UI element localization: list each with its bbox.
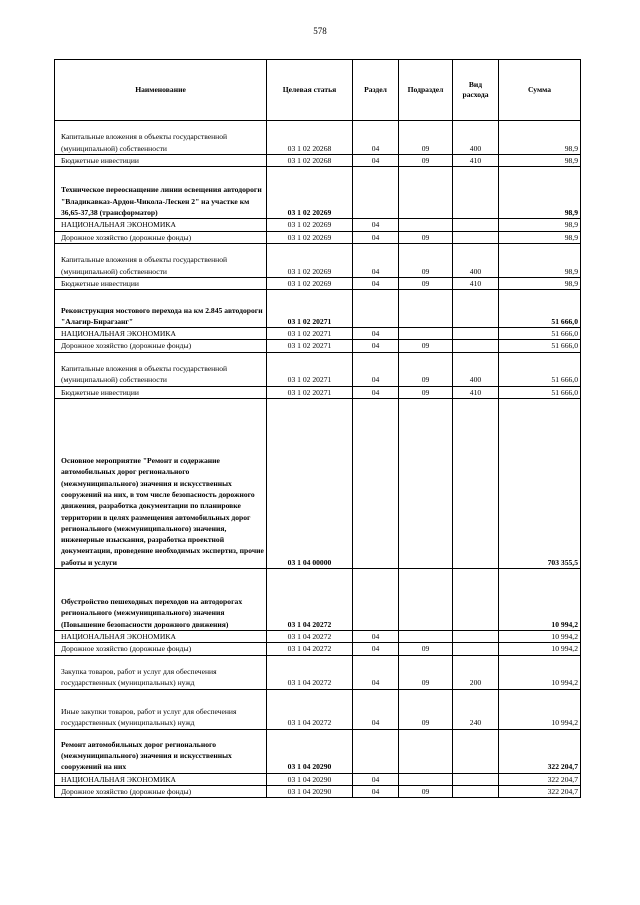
cell-section	[353, 729, 399, 773]
cell-sum: 98,9	[499, 243, 581, 277]
cell-section	[353, 167, 399, 219]
cell-target: 03 1 02 20271	[267, 328, 353, 340]
cell-sum: 322 204,7	[499, 785, 581, 797]
cell-kind	[453, 569, 499, 631]
cell-name: Капитальные вложения в объекты государственной (муниципальной) собственности	[55, 121, 267, 155]
cell-section: 04	[353, 121, 399, 155]
cell-kind	[453, 328, 499, 340]
cell-subsection: 09	[399, 155, 453, 167]
cell-name: НАЦИОНАЛЬНАЯ ЭКОНОМИКА	[55, 631, 267, 643]
cell-kind	[453, 167, 499, 219]
cell-sum: 10 994,2	[499, 689, 581, 729]
cell-kind	[453, 773, 499, 785]
table-row	[55, 167, 581, 219]
cell-subsection: 09	[399, 231, 453, 243]
cell-sum: 51 666,0	[499, 352, 581, 386]
cell-section: 04	[353, 643, 399, 655]
cell-kind	[453, 399, 499, 569]
cell-kind	[453, 631, 499, 643]
cell-name: Бюджетные инвестиции	[55, 277, 267, 289]
cell-kind	[453, 729, 499, 773]
cell-sum: 10 994,2	[499, 643, 581, 655]
table-row	[55, 155, 581, 167]
cell-section: 04	[353, 785, 399, 797]
cell-kind: 240	[453, 689, 499, 729]
cell-kind: 410	[453, 386, 499, 398]
cell-section: 04	[353, 655, 399, 689]
cell-kind: 400	[453, 352, 499, 386]
cell-section	[353, 399, 399, 569]
cell-name: Обустройство пешеходных переходов на автодорогах регионального (межмуниципального) значения (Повышение безопасности дорожного движения)	[55, 569, 267, 631]
cell-section: 04	[353, 277, 399, 289]
cell-subsection: 09	[399, 121, 453, 155]
cell-sum: 51 666,0	[499, 290, 581, 328]
cell-name: Дорожное хозяйство (дорожные фонды)	[55, 643, 267, 655]
cell-sum: 10 994,2	[499, 655, 581, 689]
budget-table	[54, 59, 581, 798]
cell-section	[353, 569, 399, 631]
cell-name: Иные закупки товаров, работ и услуг для обеспечения государственных (муниципальных) нужд	[55, 689, 267, 729]
cell-target: 03 1 04 20290	[267, 729, 353, 773]
cell-section: 04	[353, 328, 399, 340]
cell-subsection: 09	[399, 386, 453, 398]
table-row	[55, 328, 581, 340]
cell-sum: 10 994,2	[499, 569, 581, 631]
cell-target: 03 1 04 20272	[267, 655, 353, 689]
cell-subsection: 09	[399, 277, 453, 289]
cell-subsection: 09	[399, 689, 453, 729]
cell-kind: 410	[453, 277, 499, 289]
table-row	[55, 386, 581, 398]
table-row	[55, 121, 581, 155]
table-row	[55, 277, 581, 289]
cell-name: Ремонт автомобильных дорог регионального (межмуниципального) значения и искусственных сооружений на них	[55, 729, 267, 773]
cell-kind: 410	[453, 155, 499, 167]
cell-subsection: 09	[399, 655, 453, 689]
cell-section: 04	[353, 340, 399, 352]
cell-sum: 98,9	[499, 155, 581, 167]
table-body	[55, 121, 581, 798]
table-row	[55, 231, 581, 243]
cell-target: 03 1 02 20269	[267, 219, 353, 231]
header-subsection: Подраздел	[399, 60, 453, 121]
cell-target: 03 1 02 20269	[267, 167, 353, 219]
table-row	[55, 631, 581, 643]
cell-target: 03 1 04 20272	[267, 569, 353, 631]
page-number: 578	[313, 26, 327, 36]
header-name: Наименование	[55, 60, 267, 121]
header-kind: Вид расхода	[453, 60, 499, 121]
cell-sum: 98,9	[499, 219, 581, 231]
cell-sum: 322 204,7	[499, 773, 581, 785]
cell-sum: 322 204,7	[499, 729, 581, 773]
cell-name: Дорожное хозяйство (дорожные фонды)	[55, 785, 267, 797]
table-row	[55, 785, 581, 797]
cell-subsection	[399, 290, 453, 328]
cell-subsection	[399, 328, 453, 340]
cell-name: Основное мероприятие "Ремонт и содержание автомобильных дорог регионального (межмуниципального) значения и искусственных сооружений на них, в том числе безопасность дорожного движения, разработка документации по планировке территории в целях размещения автомобильных дорог регионального (межмуниципального) значения, инженерные изыскания, разработка проектной документации, проведение необходимых экспертиз, прочие работы и услуги	[55, 399, 267, 569]
cell-sum: 51 666,0	[499, 328, 581, 340]
header-target: Целевая статья	[267, 60, 353, 121]
cell-name: Дорожное хозяйство (дорожные фонды)	[55, 231, 267, 243]
cell-subsection: 09	[399, 643, 453, 655]
cell-target: 03 1 02 20268	[267, 155, 353, 167]
cell-target: 03 1 04 20272	[267, 689, 353, 729]
cell-subsection	[399, 167, 453, 219]
cell-sum: 51 666,0	[499, 386, 581, 398]
cell-subsection: 09	[399, 340, 453, 352]
table-row	[55, 399, 581, 569]
cell-target: 03 1 02 20271	[267, 386, 353, 398]
cell-name: Бюджетные инвестиции	[55, 155, 267, 167]
table-row	[55, 352, 581, 386]
cell-target: 03 1 02 20271	[267, 352, 353, 386]
cell-section: 04	[353, 689, 399, 729]
cell-section: 04	[353, 386, 399, 398]
cell-kind: 200	[453, 655, 499, 689]
cell-target: 03 1 02 20269	[267, 277, 353, 289]
cell-target: 03 1 02 20271	[267, 340, 353, 352]
cell-section: 04	[353, 243, 399, 277]
table-row	[55, 569, 581, 631]
cell-subsection	[399, 773, 453, 785]
cell-sum: 98,9	[499, 167, 581, 219]
cell-section: 04	[353, 352, 399, 386]
cell-section: 04	[353, 219, 399, 231]
cell-subsection	[399, 399, 453, 569]
cell-sum: 51 666,0	[499, 340, 581, 352]
cell-section: 04	[353, 231, 399, 243]
cell-sum: 10 994,2	[499, 631, 581, 643]
cell-kind	[453, 643, 499, 655]
cell-target: 03 1 02 20271	[267, 290, 353, 328]
cell-name: Бюджетные инвестиции	[55, 386, 267, 398]
cell-sum: 98,9	[499, 121, 581, 155]
cell-kind	[453, 785, 499, 797]
header-sum: Сумма	[499, 60, 581, 121]
cell-subsection: 09	[399, 243, 453, 277]
table-row	[55, 219, 581, 231]
cell-name: Капитальные вложения в объекты государственной (муниципальной) собственности	[55, 243, 267, 277]
cell-name: Закупка товаров, работ и услуг для обеспечения государственных (муниципальных) нужд	[55, 655, 267, 689]
table-row	[55, 773, 581, 785]
table-row	[55, 729, 581, 773]
cell-name: Техническое переоснащение линии освещения автодороги "Владикавказ-Ардон-Чикола-Лескен 2" на участке км 36,65-37,38 (трансформатор)	[55, 167, 267, 219]
cell-subsection	[399, 631, 453, 643]
cell-kind: 400	[453, 243, 499, 277]
cell-section: 04	[353, 155, 399, 167]
cell-name: НАЦИОНАЛЬНАЯ ЭКОНОМИКА	[55, 773, 267, 785]
header-section: Раздел	[353, 60, 399, 121]
cell-target: 03 1 04 20290	[267, 785, 353, 797]
cell-sum: 703 355,5	[499, 399, 581, 569]
cell-kind	[453, 231, 499, 243]
cell-kind	[453, 290, 499, 328]
cell-target: 03 1 02 20268	[267, 121, 353, 155]
cell-sum: 98,9	[499, 231, 581, 243]
cell-name: НАЦИОНАЛЬНАЯ ЭКОНОМИКА	[55, 219, 267, 231]
cell-target: 03 1 04 00000	[267, 399, 353, 569]
cell-section: 04	[353, 773, 399, 785]
table-row	[55, 643, 581, 655]
cell-kind	[453, 219, 499, 231]
table-row	[55, 655, 581, 689]
cell-target: 03 1 04 20272	[267, 631, 353, 643]
cell-name: Реконструкция мостового перехода на км 2.845 автодороги "Алагир-Бирагзанг"	[55, 290, 267, 328]
table-row	[55, 243, 581, 277]
table-header	[55, 60, 581, 121]
cell-kind	[453, 340, 499, 352]
table-row	[55, 689, 581, 729]
cell-name: Дорожное хозяйство (дорожные фонды)	[55, 340, 267, 352]
cell-section: 04	[353, 631, 399, 643]
cell-target: 03 1 02 20269	[267, 243, 353, 277]
table-row	[55, 340, 581, 352]
cell-target: 03 1 04 20272	[267, 643, 353, 655]
table-row	[55, 290, 581, 328]
cell-name: НАЦИОНАЛЬНАЯ ЭКОНОМИКА	[55, 328, 267, 340]
cell-target: 03 1 02 20269	[267, 231, 353, 243]
cell-subsection	[399, 569, 453, 631]
cell-subsection	[399, 219, 453, 231]
cell-name: Капитальные вложения в объекты государственной (муниципальной) собственности	[55, 352, 267, 386]
cell-kind: 400	[453, 121, 499, 155]
cell-subsection: 09	[399, 352, 453, 386]
cell-subsection: 09	[399, 785, 453, 797]
cell-sum: 98,9	[499, 277, 581, 289]
cell-target: 03 1 04 20290	[267, 773, 353, 785]
cell-section	[353, 290, 399, 328]
cell-subsection	[399, 729, 453, 773]
